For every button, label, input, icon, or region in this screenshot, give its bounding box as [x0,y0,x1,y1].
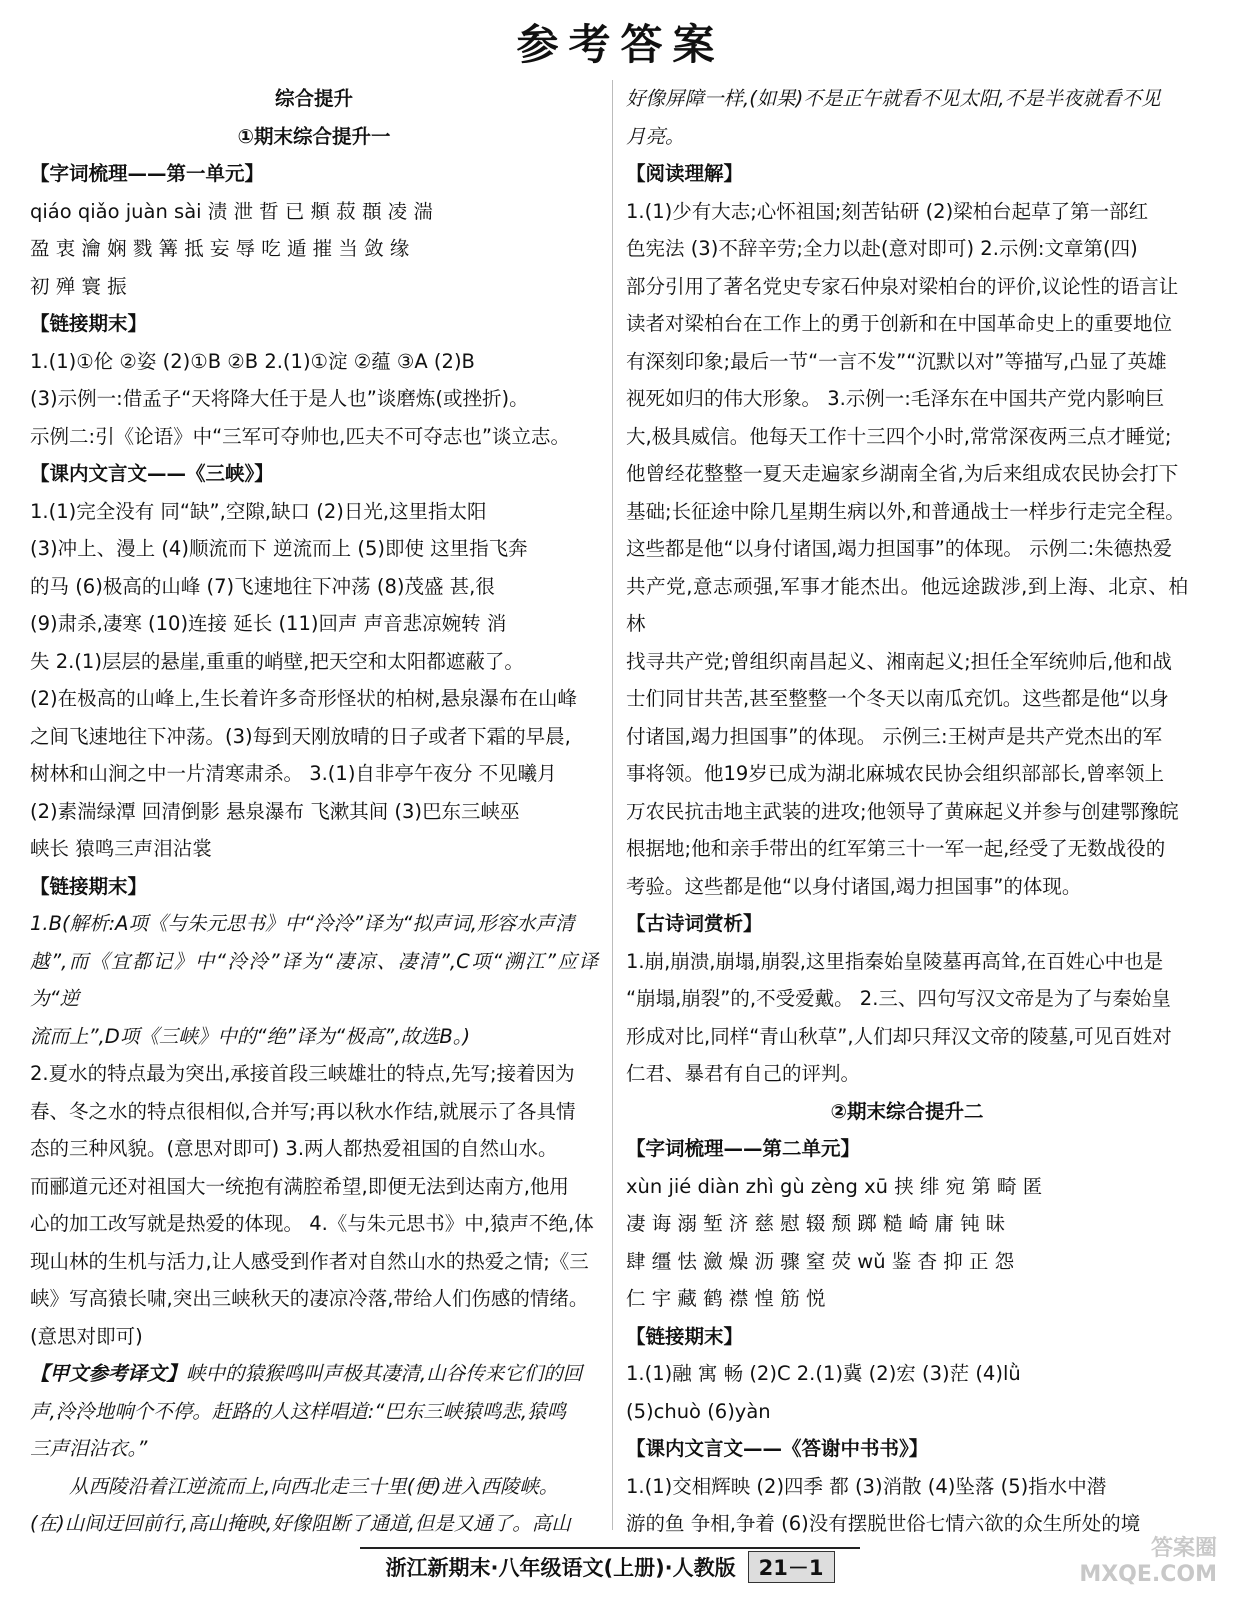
text-line: 1.崩,崩溃,崩塌,崩裂,这里指秦始皇陵墓再高耸,在百姓心中也是 [626,949,1164,973]
text-line: 部分引用了著名党史专家石仲泉对梁柏台的评价,议论性的语言让 [626,274,1179,298]
watermark-line: 答案圈 [1150,1536,1217,1561]
text-line: (3)冲上、漫上 (4)顺流而下 逆流而上 (5)即使 这里指飞奔 [30,537,528,560]
text-line: 声,泠泠地响个不停。赶路的人这样唱道:“巴东三峡猿鸣悲,猿鸣 [30,1399,567,1423]
text-line: 1.(1)少有大志;心怀祖国;刻苦钻研 (2)梁柏台起草了第一部红 [626,199,1149,223]
text-line: 这些都是他“以身付诸国,竭力担国事”的体现。 示例二:朱德热爱 [626,537,1173,560]
text-line: 共产党,意志顽强,军事才能杰出。他远途跋涉,到上海、北京、柏林 [626,574,1188,635]
text-line: 现山林的生机与活力,让人感受到作者对自然山水的热爱之情;《三 [30,1249,589,1273]
text-line: 之间飞速地往下冲荡。(3)每到天刚放晴的日子或者下霜的早晨, [30,724,571,748]
section-title: 【字词梳理——第一单元】 [30,162,265,185]
text-line: 月亮。 [626,124,685,148]
text-line: 好像屏障一样,(如果)不是正午就看不见太阳,不是半夜就看不见 [626,87,1161,110]
section-title: 【链接期末】 [30,874,148,898]
text-line: 色宪法 (3)不辞辛劳;全力以赴(意对即可) 2.示例:文章第(四) [626,237,1138,260]
text-line: 士们同甘共苦,甚至整整一个冬天以南瓜充饥。这些都是他“以身 [626,687,1169,710]
text-line: 1.(1)完全没有 同“缺”,空隙,缺口 (2)日光,这里指太阳 [30,499,487,523]
text-line: 1.(1)融 寓 畅 (2)C 2.(1)冀 (2)宏 (3)茫 (4)lǜ [626,1362,1021,1385]
text-line: (2)素湍绿潭 回清倒影 悬泉瀑布 飞漱其间 (3)巴东三峡巫 [30,799,520,823]
section-title: 【课内文言文——《答谢中书书》】 [626,1437,929,1460]
section-title: 【甲文参考译文】 [30,1362,187,1385]
text-line: 根据地;他和亲手带出的红军第三十一军一起,经受了无数战役的 [626,837,1166,860]
text-line: (2)在极高的山峰上,生长着许多奇形怪状的柏树,悬泉瀑布在山峰 [30,687,578,710]
text-line: 仁 宇 藏 鹤 襟 惶 筋 悦 [626,1287,826,1310]
section-title: 【字词梳理——第二单元】 [626,1137,861,1160]
section-title: 【阅读理解】 [626,162,744,185]
text-line: 初 殚 寰 振 [30,274,127,298]
text-line: (3)示例一:借孟子“天将降大任于是人也”谈磨炼(或挫折)。 [30,387,529,410]
text-line: 越”,而《宜都记》中“泠泠”译为“凄凉、凄清”,C项“溯江”应译为“逆 [30,949,598,1010]
text-line: qiáo qiǎo juàn sài 渍 泄 晢 已 頫 菽 頵 凌 湍 [30,199,433,223]
subsection-heading: ②期末综合提升二 [830,1099,984,1123]
text-line: 事将领。他19岁已成为湖北麻城农民协会组织部部长,曾率领上 [626,762,1165,785]
text-line: 峡》写高猿长啸,突出三峡秋天的凄凉冷落,带给人们伤感的情绪。 [30,1287,589,1310]
footer-text: 浙江新期末·八年级语文(上册)·人教版 [385,1556,736,1580]
text-line: “崩塌,崩裂”的,不受爱戴。 2.三、四句写汉文帝是为了与秦始皇 [626,987,1171,1010]
section-title: 【古诗词赏析】 [626,912,763,935]
text-line: 肆 缰 怯 瀲 燥 沥 骤 窒 荧 wǔ 鉴 杳 抑 正 怨 [626,1249,1015,1273]
text-line: 峡长 猿鸣三声泪沾裳 [30,837,212,860]
text-line: 2.夏水的特点最为突出,承接首段三峡雄壮的特点,先写;接着因为 [30,1062,575,1085]
text-line: (意思对即可) [30,1324,143,1348]
text-line: 的马 (6)极高的山峰 (7)飞速地往下冲荡 (8)茂盛 甚,很 [30,574,495,598]
text-line: 失 2.(1)层层的悬崖,重重的峭壁,把天空和太阳都遮蔽了。 [30,649,524,673]
text-line: 心的加工改写就是热爱的体现。 4.《与朱元思书》中,猿声不绝,体 [30,1212,594,1235]
text-line [30,1355,598,1393]
section-title: 【链接期末】 [626,1324,744,1348]
text-line: 视死如归的伟大形象。 3.示例一:毛泽东在中国共产党内影响巨 [626,387,1165,410]
section-title: 【课内文言文——《三峡》】 [30,462,274,485]
left-column [30,80,598,1543]
text-line: 仁君、暴君有自己的评判。 [626,1062,861,1085]
section-title: 【链接期末】 [30,312,148,335]
text-line: 万农民抗击地主武装的进攻;他领导了黄麻起义并参与创建鄂豫皖 [626,799,1179,823]
text-line: 读者对梁柏台在工作上的勇于创新和在中国革命史上的重要地位 [626,312,1173,335]
page-number: 21－1 [748,1551,835,1583]
text-line: 找寻共产党;曾组织南昌起义、湘南起义;担任全军统帅后,他和战 [626,649,1172,673]
text-line: 有深刻印象;最后一节“一言不发”“沉默以对”等描写,凸显了英雄 [626,349,1167,373]
text-line: 盈 衷 瀹 娴 戮 篝 抵 妄 辱 吃 遁 摧 当 敛 缘 [30,237,410,260]
text-line: 树林和山涧之中一片清寒肃杀。 3.(1)自非亭午夜分 不见曦月 [30,762,557,785]
text-line: (在)山间迂回前行,高山掩映,好像阻断了通道,但是又通了。高山 [30,1512,571,1535]
column-divider [612,80,613,1530]
text-line: (9)肃杀,凄寒 (10)连接 延长 (11)回声 声音悲凉婉转 消 [30,612,507,635]
text-line: 三声泪沾衣。” [30,1437,148,1460]
subsection-heading: ①期末综合提升一 [237,124,391,148]
text-line: 大,极具威信。他每天工作十三四个小时,常常深夜两三点才睡觉; [626,424,1172,448]
text-line: 考验。这些都是他“以身付诸国,竭力担国事”的体现。 [626,874,1082,898]
text-line: 形成对比,同样“青山秋草”,人们却只拜汉文帝的陵墓,可见百姓对 [626,1024,1172,1048]
text-line: 1.B(解析:A项《与朱元思书》中“泠泠”译为“拟声词,形容水声清 [30,912,575,935]
text-line: 春、冬之水的特点很相似,合并写;再以秋水作结,就展示了各具情 [30,1099,576,1123]
text-line: 1.(1)①伦 ②姿 (2)①B ②B 2.(1)①淀 ②蕴 ③A (2)B [30,349,475,373]
page-footer [360,1547,860,1585]
section-heading: 综合提升 [274,87,353,110]
text-line: 示例二:引《论语》中“三军可夺帅也,匹夫不可夺志也”谈立志。 [30,424,570,448]
watermark-logo [1047,1536,1217,1592]
text-line: 态的三种风貌。(意思对即可) 3.两人都热爱祖国的自然山水。 [30,1137,558,1160]
text-line: 游的鱼 争相,争着 (6)没有摆脱世俗七情六欲的众生所处的境 [626,1512,1141,1535]
text-line: 他曾经花整整一夏天走遍家乡湖南全省,为后来组成农民协会打下 [626,462,1179,485]
text-line: 1.(1)交相辉映 (2)四季 都 (3)消散 (4)坠落 (5)指水中潜 [626,1474,1107,1498]
text-line: 凄 诲 溺 堑 济 慈 慰 辍 颓 踯 糙 崎 庸 钝 昧 [626,1212,1006,1235]
text-line: 流而上”,D项《三峡》中的“绝”译为“极高”,故选B。) [30,1024,471,1048]
text-line: xùn jié diàn zhì gù zèng xū 挟 绯 宛 第 畸 匿 [626,1174,1043,1198]
text-line: 基础;长征途中除几星期生病以外,和普通战士一样步行走完全程。 [626,499,1185,523]
text-line: 而郦道元还对祖国大一统抱有满腔希望,即便无法到达南方,他用 [30,1174,569,1198]
right-column [626,80,1188,1543]
text-line: 从西陵沿着江逆流而上,向西北走三十里(便)进入西陵峡。 [69,1474,559,1498]
text-line: (5)chuò (6)yàn [626,1399,771,1423]
watermark-line: MXQE.COM [1079,1562,1217,1587]
text-line: 付诸国,竭力担国事”的体现。 示例三:王树声是共产党杰出的军 [626,724,1163,748]
page-title: 参考答案 [516,20,725,69]
translation-text: 峡中的猿猴鸣叫声极其凄清,山谷传来它们的回 [186,1362,583,1385]
